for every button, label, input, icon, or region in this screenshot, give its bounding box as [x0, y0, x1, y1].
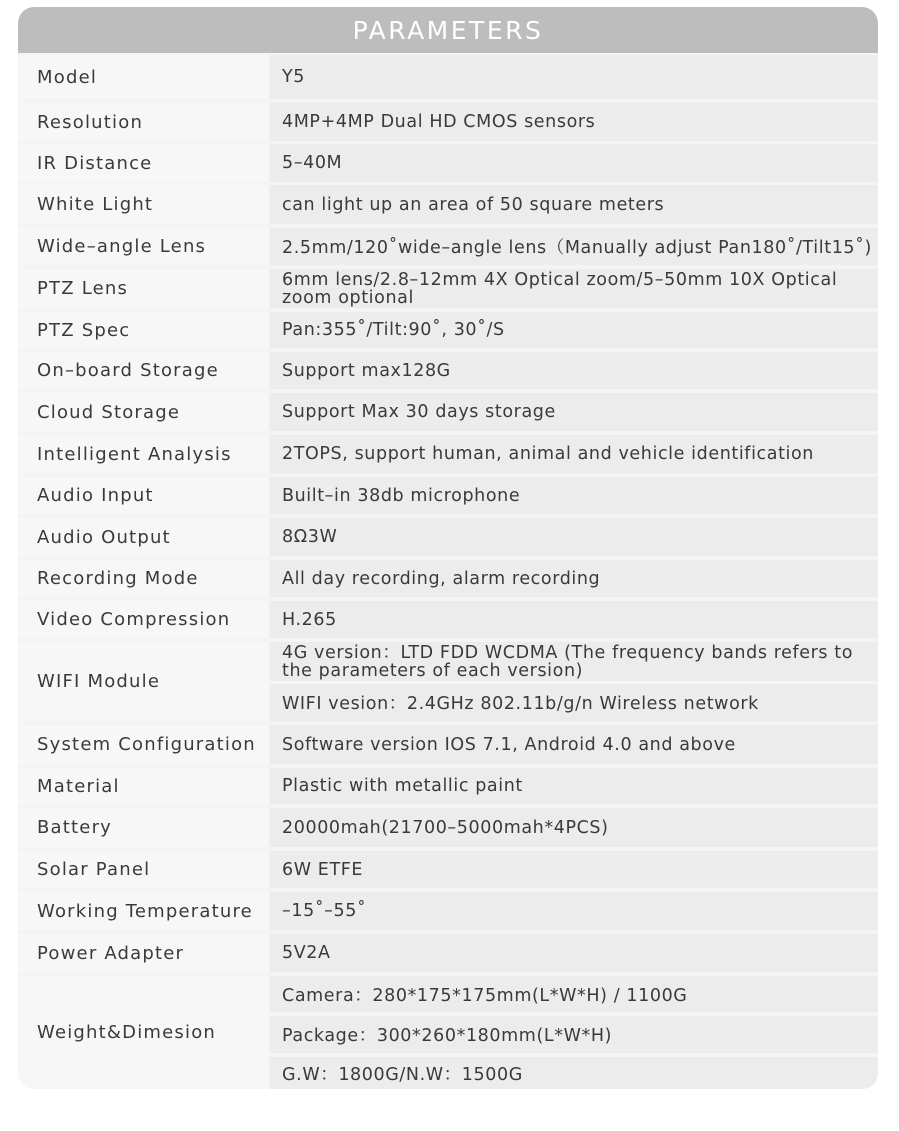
- row-value: G.W：1800G/N.W：1500G: [270, 1057, 878, 1089]
- row-label: Solar Panel: [18, 851, 268, 888]
- row-value: Built–in 38db microphone: [270, 477, 878, 514]
- row-label: IR Distance: [18, 144, 268, 182]
- table-row: [18, 312, 878, 348]
- table-row: [18, 768, 878, 804]
- row-value: 4G version：LTD FDD WCDMA (The frequency bands refers to the parameters of each version): [270, 642, 878, 681]
- row-value: 5V2A: [270, 934, 878, 972]
- table-row: [18, 808, 878, 847]
- row-value: Y5: [270, 55, 878, 99]
- row-label: PTZ Lens: [18, 269, 268, 308]
- row-label: Resolution: [18, 103, 268, 141]
- table-row: [18, 228, 878, 265]
- row-label: On–board Storage: [18, 352, 268, 389]
- row-label: Recording Mode: [18, 560, 268, 597]
- table-row: [18, 725, 878, 764]
- row-value: Support Max 30 days storage: [270, 393, 878, 431]
- table-title: PARAMETERS: [18, 7, 878, 53]
- row-value: 6W ETFE: [270, 851, 878, 888]
- row-label: Audio Input: [18, 477, 268, 514]
- row-value: 8Ω3W: [270, 518, 878, 556]
- row-label: Working Temperature: [18, 892, 268, 930]
- row-label: Cloud Storage: [18, 393, 268, 431]
- row-value: 4MP+4MP Dual HD CMOS sensors: [270, 103, 878, 141]
- table-row: [18, 892, 878, 930]
- row-label: White Light: [18, 185, 268, 224]
- row-label: Intelligent Analysis: [18, 435, 268, 473]
- row-value: H.265: [270, 601, 878, 638]
- table-row: [18, 269, 878, 308]
- row-value: Camera：280*175*175mm(L*W*H) / 1100G: [270, 976, 878, 1012]
- table-row: [18, 352, 878, 389]
- table-row: [18, 601, 878, 638]
- table-row: [18, 642, 878, 721]
- table-row: [18, 393, 878, 431]
- table-row: [18, 103, 878, 141]
- row-values: [270, 55, 878, 99]
- table-row: [18, 55, 878, 99]
- row-values: [270, 892, 878, 930]
- table-row: [18, 185, 878, 224]
- row-label: PTZ Spec: [18, 312, 268, 348]
- row-value: can light up an area of 50 square meters: [270, 185, 878, 224]
- row-label: Audio Output: [18, 518, 268, 556]
- row-values: [270, 808, 878, 847]
- table-row: [18, 518, 878, 556]
- table-row: [18, 976, 878, 1089]
- row-values: [270, 228, 878, 265]
- row-values: [270, 352, 878, 389]
- table-row: [18, 934, 878, 972]
- row-values: [270, 934, 878, 972]
- row-values: [270, 518, 878, 556]
- table-row: [18, 144, 878, 182]
- row-value: 20000mah(21700–5000mah*4PCS): [270, 808, 878, 847]
- row-values: [270, 768, 878, 804]
- row-value: 5–40M: [270, 144, 878, 182]
- row-label: Material: [18, 768, 268, 804]
- row-values: [270, 976, 878, 1089]
- row-value: Plastic with metallic paint: [270, 768, 878, 804]
- row-value: 2.5mm/120˚wide–angle lens（Manually adjust Pan180˚/Tilt15˚): [270, 228, 878, 265]
- row-values: [270, 725, 878, 764]
- row-values: [270, 393, 878, 431]
- row-values: [270, 642, 878, 721]
- row-value: WIFI vesion：2.4GHz 802.11b/g/n Wireless network: [270, 684, 878, 721]
- table-row: [18, 560, 878, 597]
- row-value: Pan:355˚/Tilt:90˚, 30˚/S: [270, 312, 878, 348]
- row-label: Model: [18, 55, 268, 99]
- row-values: [270, 269, 878, 308]
- row-label: Video Compression: [18, 601, 268, 638]
- row-values: [270, 560, 878, 597]
- row-value: Package：300*260*180mm(L*W*H): [270, 1016, 878, 1053]
- row-value: Software version IOS 7.1, Android 4.0 and above: [270, 725, 878, 764]
- row-value: 2TOPS, support human, animal and vehicle identification: [270, 435, 878, 473]
- parameters-table: [18, 7, 878, 1089]
- row-values: [270, 185, 878, 224]
- row-values: [270, 144, 878, 182]
- row-values: [270, 851, 878, 888]
- row-value: 6mm lens/2.8–12mm 4X Optical zoom/5–50mm 10X Optical zoom optional: [270, 269, 878, 308]
- row-label: System Configuration: [18, 725, 268, 764]
- row-label: Battery: [18, 808, 268, 847]
- row-values: [270, 601, 878, 638]
- row-values: [270, 477, 878, 514]
- row-label: Weight&Dimesion: [18, 976, 268, 1089]
- row-label: WIFI Module: [18, 642, 268, 721]
- table-row: [18, 435, 878, 473]
- table-row: [18, 477, 878, 514]
- row-values: [270, 103, 878, 141]
- row-value: Support max128G: [270, 352, 878, 389]
- row-label: Wide–angle Lens: [18, 228, 268, 265]
- row-value: All day recording, alarm recording: [270, 560, 878, 597]
- table-row: [18, 851, 878, 888]
- row-value: –15˚–55˚: [270, 892, 878, 930]
- row-values: [270, 435, 878, 473]
- row-label: Power Adapter: [18, 934, 268, 972]
- row-values: [270, 312, 878, 348]
